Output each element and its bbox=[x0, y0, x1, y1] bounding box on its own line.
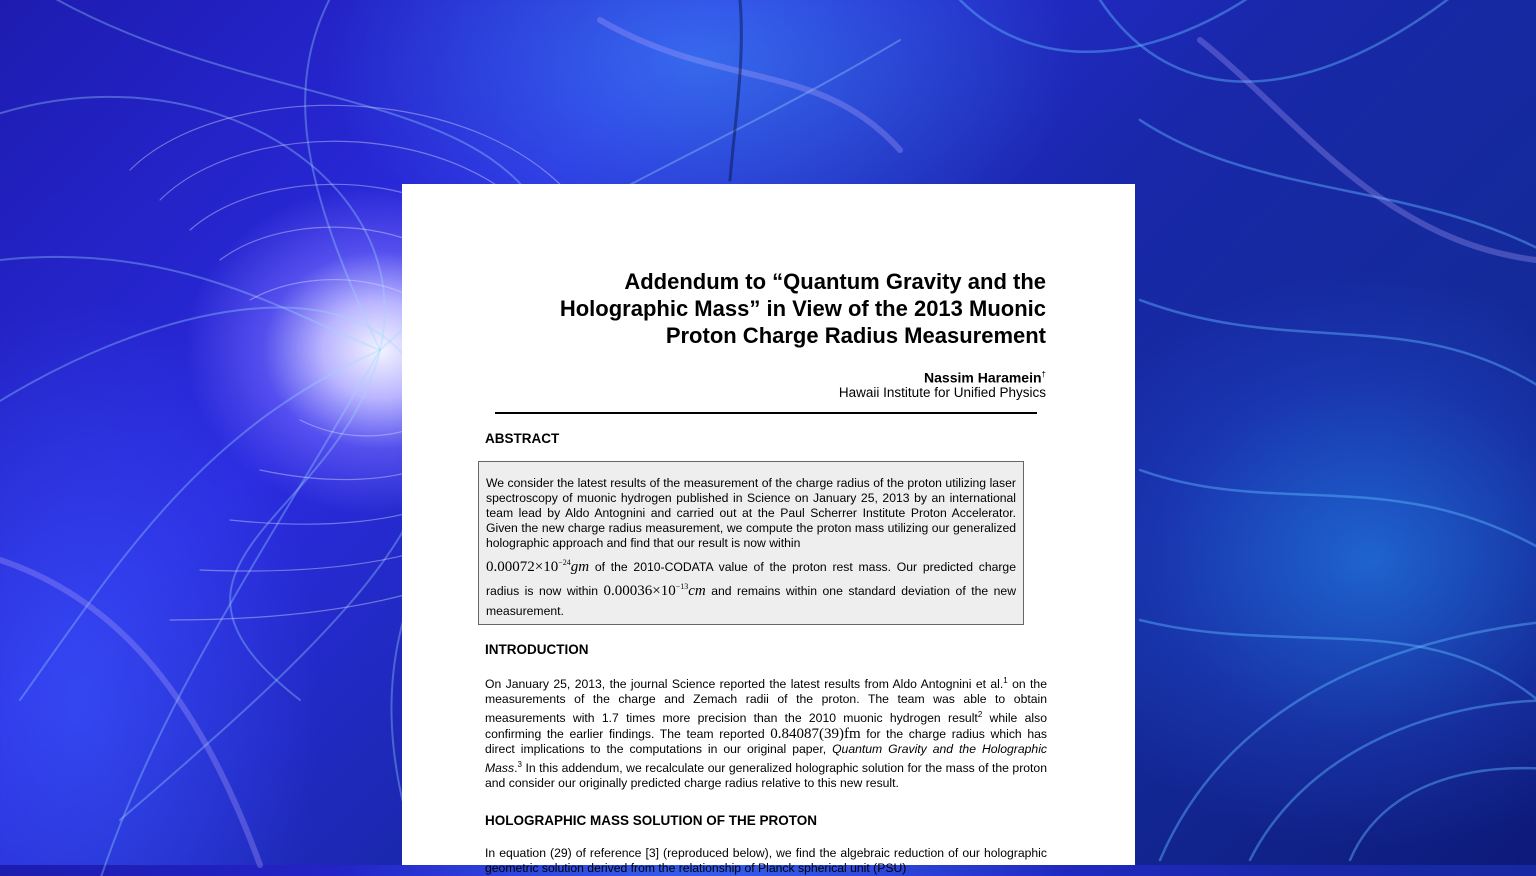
math-base: 0.00036×10 bbox=[603, 583, 676, 599]
intro-text: In this addendum, we recalculate our generalized holographic solution for the mass of the proton and consider our originally predicted charge radius relative to this new result. bbox=[485, 761, 1047, 791]
author-name-text: Nassim Haramein bbox=[924, 369, 1042, 386]
paper-title bbox=[486, 268, 1046, 349]
math-exponent: −24 bbox=[558, 558, 571, 567]
math-unit: gm bbox=[570, 559, 590, 575]
math-exponent: −13 bbox=[675, 582, 689, 591]
abstract-radius-difference bbox=[603, 583, 705, 599]
abstract-math-line bbox=[486, 553, 1016, 621]
intro-text: On January 25, 2013, the journal Science reported the latest results from Aldo Antognini et al. bbox=[485, 677, 1004, 692]
intro-text: on the measurements of the charge and Zemach radii of the proton. The team was able to obtain measurements with 1.7 times more precision than the 2010 muonic hydrogen result bbox=[485, 677, 1047, 726]
author-footnote-mark: † bbox=[1041, 370, 1046, 379]
abstract-text: and remains within one standard deviation of the new measurement. bbox=[486, 584, 1016, 618]
math-unit: cm bbox=[688, 583, 706, 599]
citation-ref: 2 bbox=[977, 710, 983, 720]
title-divider bbox=[495, 412, 1037, 414]
paper-title-line: Proton Charge Radius Measurement bbox=[665, 323, 1046, 348]
holographic-mass-heading: HOLOGRAPHIC MASS SOLUTION OF THE PROTON bbox=[485, 813, 818, 828]
paper-title-line: Holographic Mass” in View of the 2013 Muonic bbox=[559, 296, 1046, 321]
abstract-mass-difference bbox=[486, 559, 589, 575]
intro-text: for the charge radius which has direct implications to the computations in our original paper, bbox=[485, 726, 1047, 756]
referenced-paper-title: Quantum Gravity and the Holographic Mass bbox=[485, 741, 1047, 776]
abstract-text: We consider the latest results of the measurement of the charge radius of the proton utilizing laser spectroscopy of muonic hydrogen published in Science on January 25, 2013 by an international team lead by Aldo Antognini and carried out at the Paul Scherrer Institute Proton Accelerator. Given the new charge radius measurement, we compute the proton mass utilizing our generalized holographic approach and find that our result is now within bbox=[486, 476, 1016, 550]
intro-text: while also confirming the earlier findings. The team reported bbox=[485, 711, 1047, 741]
intro-text: . bbox=[514, 761, 518, 776]
charge-radius-value: 0.84087(39)fm bbox=[770, 725, 861, 742]
abstract-heading: ABSTRACT bbox=[485, 431, 560, 446]
citation-ref: 3 bbox=[517, 760, 522, 770]
introduction-heading: INTRODUCTION bbox=[485, 642, 589, 657]
introduction-paragraph bbox=[485, 673, 1047, 792]
document-page bbox=[402, 184, 1135, 875]
abstract-box bbox=[478, 461, 1024, 625]
math-base: 0.00072×10 bbox=[486, 559, 559, 575]
author-affiliation: Hawaii Institute for Unified Physics bbox=[838, 385, 1046, 400]
citation-ref: 1 bbox=[1003, 676, 1008, 685]
paper-title-line: Addendum to “Quantum Gravity and the bbox=[624, 269, 1046, 294]
holographic-mass-paragraph: In equation (29) of reference [3] (reproduced below), we find the algebraic reduction of our holographic geometric solution derived from the relationship of Planck spherical unit (PSU) bbox=[485, 846, 1047, 875]
abstract-text: of the 2010-CODATA value of the proton rest mass. Our predicted charge radius is now within bbox=[486, 560, 1016, 598]
